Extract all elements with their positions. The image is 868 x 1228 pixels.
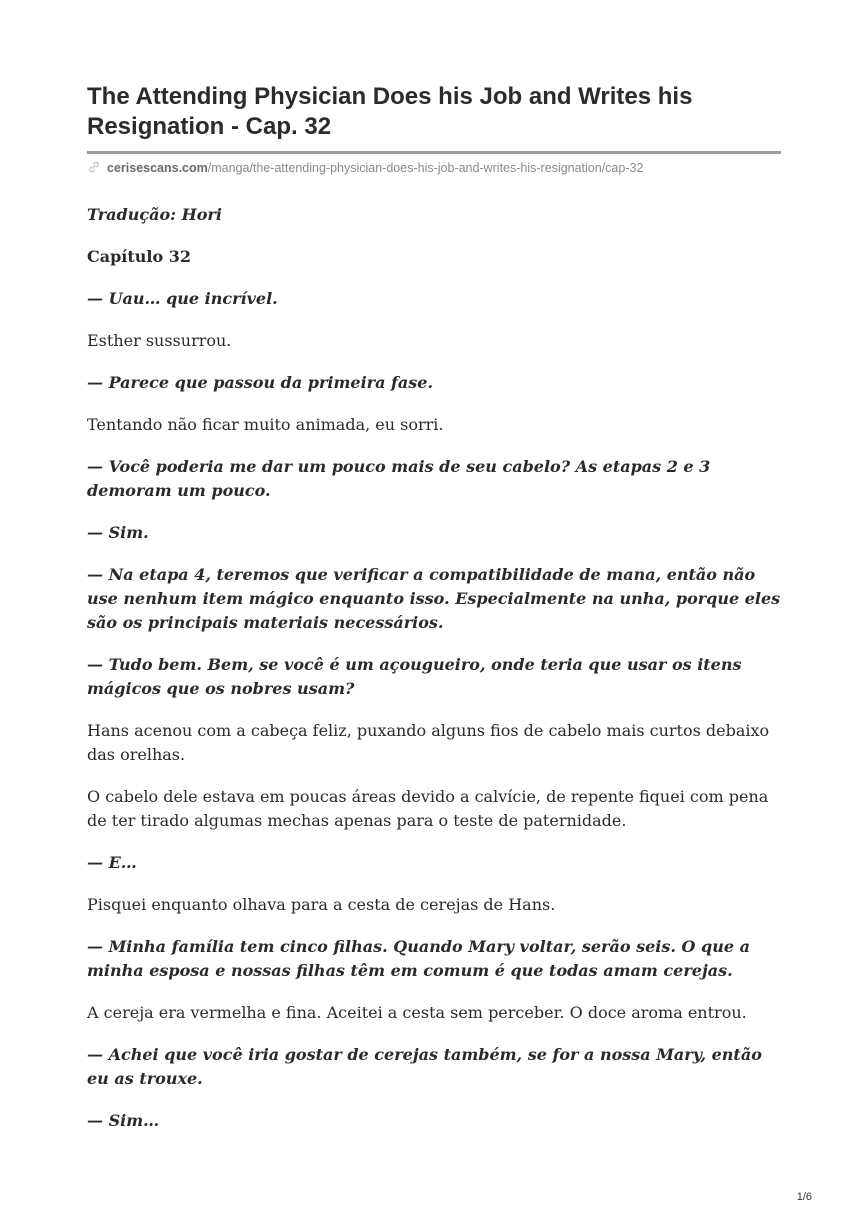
dialogue-paragraph: — E… bbox=[87, 853, 137, 872]
narration-paragraph: A cereja era vermelha e fina. Aceitei a cesta sem perceber. O doce aroma entrou. bbox=[87, 1003, 747, 1022]
narration-paragraph: Tentando não ficar muito animada, eu sorri. bbox=[87, 415, 444, 434]
narration-paragraph: O cabelo dele estava em poucas áreas devido a calvície, de repente fiquei com pena de ter tirado algumas mechas apenas para o teste de paternidade. bbox=[87, 787, 769, 830]
page-number: 1/6 bbox=[796, 1191, 812, 1203]
link-icon bbox=[87, 160, 101, 174]
dialogue-paragraph: — Tudo bem. Bem, se você é um açougueiro, onde teria que usar os itens mágicos que os nobres usam? bbox=[87, 655, 742, 698]
dialogue-paragraph: — Parece que passou da primeira fase. bbox=[87, 373, 434, 392]
title-divider bbox=[87, 151, 781, 154]
dialogue-paragraph: — Você poderia me dar um pouco mais de seu cabelo? As etapas 2 e 3 demoram um pouco. bbox=[87, 457, 711, 500]
article-body bbox=[87, 203, 781, 1151]
chapter-heading: Capítulo 32 bbox=[87, 247, 191, 266]
source-domain[interactable]: cerisescans.com bbox=[107, 161, 208, 175]
dialogue-paragraph: — Uau… que incrível. bbox=[87, 289, 278, 308]
dialogue-paragraph: — Na etapa 4, teremos que verificar a compatibilidade de mana, então não use nenhum item mágico enquanto isso. Especialmente na unha, porque eles são os principais materiais necessários. bbox=[87, 565, 781, 632]
dialogue-paragraph: — Minha família tem cinco filhas. Quando Mary voltar, serão seis. O que a minha esposa e nossas filhas têm em comum é que todas amam cerejas. bbox=[87, 937, 750, 980]
narration-paragraph: Hans acenou com a cabeça feliz, puxando alguns fios de cabelo mais curtos debaixo das orelhas. bbox=[87, 721, 770, 764]
source-path[interactable]: /manga/the-attending-physician-does-his-job-and-writes-his-resignation/cap-32 bbox=[207, 161, 644, 175]
narration-paragraph: Esther sussurrou. bbox=[87, 331, 232, 350]
dialogue-paragraph: Tradução: Hori bbox=[87, 205, 222, 224]
page-title: The Attending Physician Does his Job and Writes his Resignation - Cap. 32 bbox=[87, 83, 693, 140]
dialogue-paragraph: — Sim. bbox=[87, 523, 149, 542]
dialogue-paragraph: — Sim… bbox=[87, 1111, 160, 1130]
narration-paragraph: Pisquei enquanto olhava para a cesta de cerejas de Hans. bbox=[87, 895, 556, 914]
source-url[interactable] bbox=[87, 160, 781, 176]
dialogue-paragraph: — Achei que você iria gostar de cerejas também, se for a nossa Mary, então eu as trouxe. bbox=[87, 1045, 762, 1088]
